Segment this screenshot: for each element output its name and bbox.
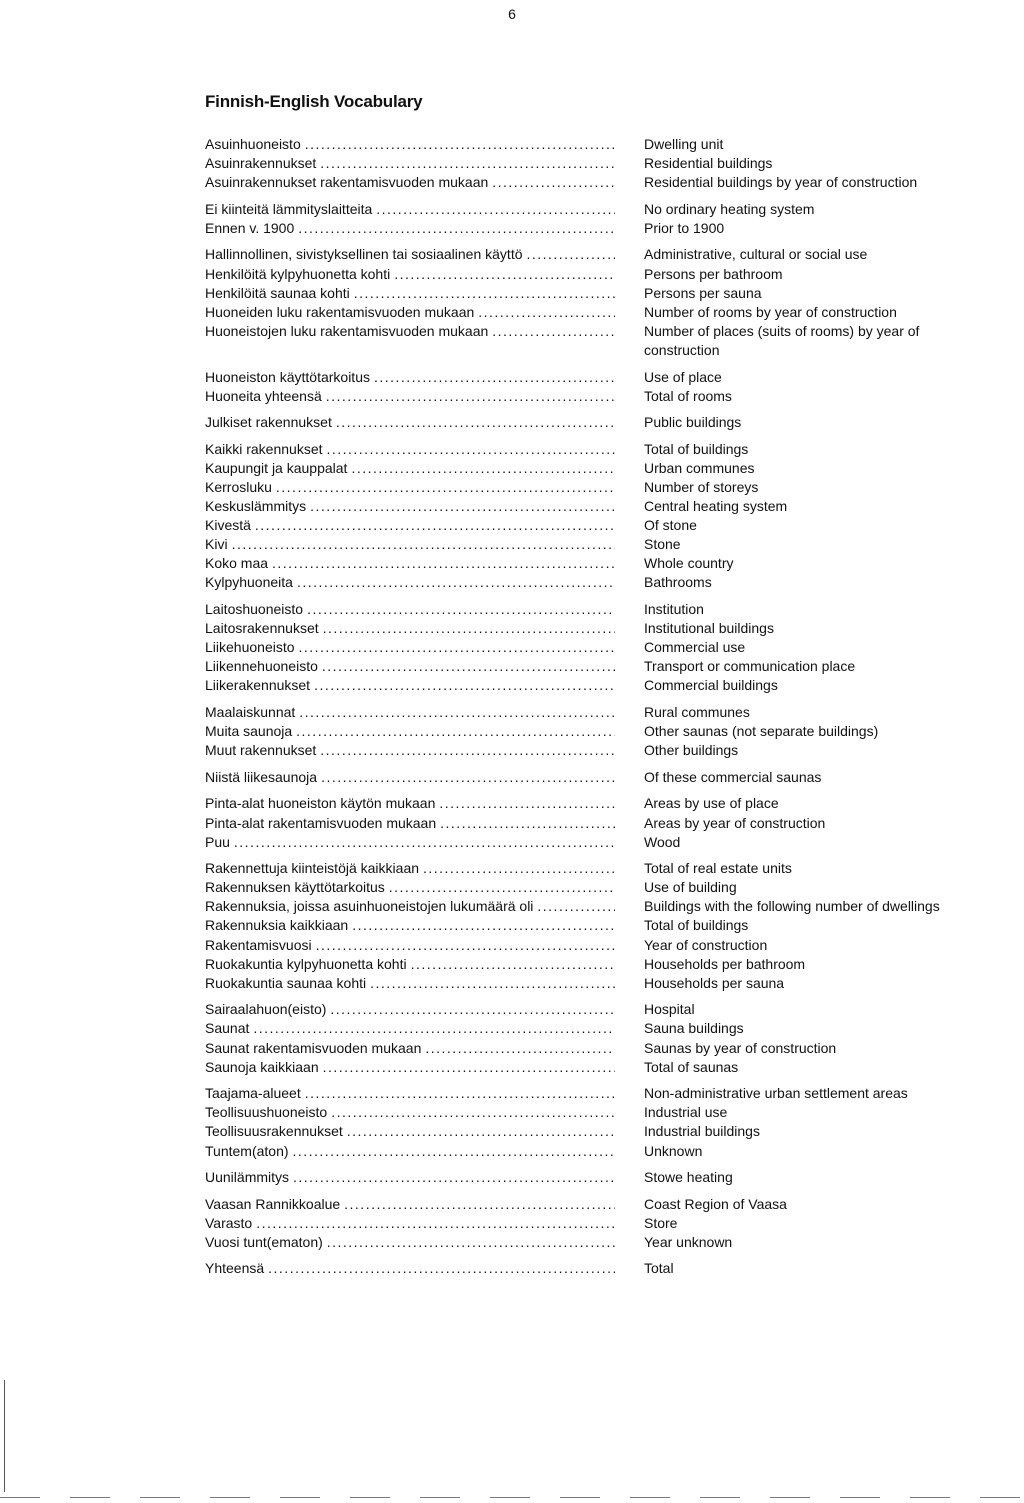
english-translation: Households per sauna bbox=[644, 974, 785, 991]
finnish-term: Henkilöitä kylpyhuonetta kohti bbox=[205, 265, 391, 282]
vocabulary-entry bbox=[205, 284, 985, 303]
vocabulary-group bbox=[205, 794, 985, 851]
vocabulary-entry bbox=[205, 657, 985, 676]
finnish-term: Muut rakennukset bbox=[205, 742, 317, 759]
finnish-term-cell bbox=[205, 638, 615, 657]
leader-dots bbox=[307, 600, 615, 619]
finnish-term-cell bbox=[205, 368, 615, 387]
english-translation: Other saunas (not separate buildings) bbox=[644, 723, 879, 740]
vocabulary-entry bbox=[205, 878, 985, 897]
vocabulary-entry bbox=[205, 1168, 985, 1187]
finnish-term-cell bbox=[205, 173, 615, 192]
leader-dots bbox=[492, 173, 615, 192]
finnish-term-cell bbox=[205, 573, 615, 592]
english-translation: Store bbox=[644, 1214, 678, 1231]
finnish-term-cell bbox=[205, 1122, 615, 1141]
leader-dots bbox=[336, 413, 615, 432]
leader-dots bbox=[492, 322, 615, 341]
finnish-term-cell bbox=[205, 459, 615, 478]
vocabulary-entry bbox=[205, 619, 985, 638]
finnish-term-cell bbox=[205, 387, 615, 406]
vocabulary-group bbox=[205, 200, 985, 238]
english-translation: Other buildings bbox=[644, 742, 739, 759]
leader-dots bbox=[347, 1122, 615, 1141]
finnish-term-cell bbox=[205, 1195, 615, 1214]
finnish-term: Asuinrakennukset bbox=[205, 155, 317, 172]
finnish-term-cell bbox=[205, 1214, 615, 1233]
leader-dots bbox=[276, 478, 615, 497]
english-translation: Institutional buildings bbox=[644, 620, 774, 637]
finnish-term-cell bbox=[205, 554, 615, 573]
finnish-term: Koko maa bbox=[205, 555, 269, 572]
leader-dots bbox=[389, 878, 615, 897]
vocabulary-entry bbox=[205, 676, 985, 695]
finnish-term: Saunat rakentamisvuoden mukaan bbox=[205, 1039, 422, 1056]
footer-line bbox=[0, 1497, 1024, 1498]
finnish-term: Kaikki rakennukset bbox=[205, 440, 323, 457]
finnish-term-cell bbox=[205, 1103, 615, 1122]
finnish-term: Laitoshuoneisto bbox=[205, 601, 304, 618]
finnish-term: Asuinhuoneisto bbox=[205, 136, 301, 152]
english-translation: Total of real estate units bbox=[644, 860, 792, 877]
finnish-term: Tuntem(aton) bbox=[205, 1142, 289, 1159]
finnish-term-cell bbox=[205, 516, 615, 535]
leader-dots bbox=[440, 814, 615, 833]
english-translation: Central heating system bbox=[644, 498, 788, 515]
english-translation: Public buildings bbox=[644, 414, 742, 431]
finnish-term: Vaasan Rannikkoalue bbox=[205, 1195, 341, 1212]
vocabulary-entry bbox=[205, 535, 985, 554]
finnish-term: Huoneiden luku rakentamisvuoden mukaan bbox=[205, 303, 475, 320]
leader-dots bbox=[323, 619, 615, 638]
english-translation: Number of storeys bbox=[644, 479, 759, 495]
english-translation: Persons per sauna bbox=[644, 284, 762, 301]
finnish-term-cell bbox=[205, 200, 615, 219]
vocabulary-entry bbox=[205, 135, 985, 154]
leader-dots bbox=[299, 703, 615, 722]
finnish-term-cell bbox=[205, 833, 615, 852]
finnish-term-cell bbox=[205, 497, 615, 516]
finnish-term-cell bbox=[205, 413, 615, 432]
finnish-term: Vuosi tunt(ematon) bbox=[205, 1233, 323, 1250]
finnish-term: Huoneistojen luku rakentamisvuoden mukaan bbox=[205, 322, 489, 339]
english-translation: Use of place bbox=[644, 368, 722, 385]
vocabulary-entry bbox=[205, 265, 985, 284]
vocabulary-entry bbox=[205, 833, 985, 852]
leader-dots bbox=[370, 974, 615, 993]
leader-dots bbox=[253, 1019, 615, 1038]
finnish-term-cell bbox=[205, 600, 615, 619]
english-translation: Households per bathroom bbox=[644, 955, 806, 972]
finnish-term: Ruokakuntia saunaa kohti bbox=[205, 974, 367, 991]
finnish-term: Huoneiston käyttötarkoitus bbox=[205, 368, 370, 385]
leader-dots bbox=[411, 955, 615, 974]
finnish-term: Ennen v. 1900 bbox=[205, 219, 295, 236]
vocabulary-group bbox=[205, 703, 985, 760]
finnish-term: Rakentamisvuosi bbox=[205, 936, 312, 953]
leader-dots bbox=[374, 368, 615, 387]
leader-dots bbox=[320, 154, 615, 173]
finnish-term-cell bbox=[205, 245, 615, 264]
vocabulary-entry bbox=[205, 1084, 985, 1103]
finnish-term: Asuinrakennukset rakentamisvuoden mukaan bbox=[205, 174, 489, 191]
vocabulary-entry bbox=[205, 859, 985, 878]
vocabulary-entry bbox=[205, 974, 985, 993]
finnish-term: Pinta-alat rakentamisvuoden mukaan bbox=[205, 814, 437, 831]
finnish-term: Teollisuushuoneisto bbox=[205, 1104, 328, 1121]
finnish-term: Henkilöitä saunaa kohti bbox=[205, 284, 350, 301]
vocabulary-group bbox=[205, 1259, 985, 1278]
english-translation: Year unknown bbox=[644, 1233, 733, 1250]
finnish-term: Uunilämmitys bbox=[205, 1169, 290, 1186]
finnish-term-cell bbox=[205, 859, 615, 878]
finnish-term: Liikehuoneisto bbox=[205, 639, 295, 656]
margin-rule bbox=[4, 1380, 5, 1492]
leader-dots bbox=[344, 1195, 615, 1214]
vocabulary-entry bbox=[205, 440, 985, 459]
vocabulary-group bbox=[205, 1168, 985, 1187]
finnish-term-cell bbox=[205, 955, 615, 974]
finnish-term: Teollisuusrakennukset bbox=[205, 1123, 343, 1140]
vocabulary-group bbox=[205, 368, 985, 406]
vocabulary-entry bbox=[205, 554, 985, 573]
leader-dots bbox=[527, 245, 616, 264]
finnish-term-cell bbox=[205, 135, 615, 154]
finnish-term: Muita saunoja bbox=[205, 723, 293, 740]
english-translation: Buildings with the following number of dwellings bbox=[644, 898, 940, 915]
finnish-term: Liikerakennukset bbox=[205, 677, 311, 694]
finnish-term-cell bbox=[205, 768, 615, 787]
vocabulary-entry bbox=[205, 897, 985, 916]
leader-dots bbox=[272, 554, 615, 573]
finnish-term-cell bbox=[205, 265, 615, 284]
vocabulary-entry bbox=[205, 1000, 985, 1019]
finnish-term: Kaupungit ja kauppalat bbox=[205, 459, 348, 476]
finnish-term: Huoneita yhteensä bbox=[205, 387, 322, 404]
leader-dots bbox=[352, 916, 615, 935]
english-translation: Use of building bbox=[644, 879, 737, 896]
vocabulary-entry bbox=[205, 322, 985, 360]
vocabulary-entry bbox=[205, 154, 985, 173]
finnish-term-cell bbox=[205, 478, 615, 497]
vocabulary-entry bbox=[205, 741, 985, 760]
finnish-term-cell bbox=[205, 1233, 615, 1252]
page-number: 6 bbox=[508, 6, 516, 22]
english-translation: Residential buildings by year of construction bbox=[644, 174, 918, 191]
finnish-term-cell bbox=[205, 1259, 615, 1278]
english-translation: Urban communes bbox=[644, 459, 755, 476]
finnish-term: Yhteensä bbox=[205, 1260, 265, 1277]
leader-dots bbox=[305, 1084, 615, 1103]
leader-dots bbox=[439, 794, 615, 813]
english-translation: Rural communes bbox=[644, 704, 750, 721]
finnish-term: Rakennuksen käyttötarkoitus bbox=[205, 879, 385, 896]
finnish-term: Varasto bbox=[205, 1214, 253, 1231]
finnish-term: Liikennehuoneisto bbox=[205, 658, 318, 675]
vocabulary-group bbox=[205, 1000, 985, 1076]
page-title: Finnish-English Vocabulary bbox=[205, 92, 423, 111]
english-translation: No ordinary heating system bbox=[644, 200, 815, 217]
english-translation: Dwelling unit bbox=[644, 136, 724, 152]
vocabulary-entry bbox=[205, 387, 985, 406]
leader-dots bbox=[297, 573, 615, 592]
finnish-term-cell bbox=[205, 303, 615, 322]
finnish-term-cell bbox=[205, 219, 615, 238]
leader-dots bbox=[316, 936, 615, 955]
english-translation: Areas by use of place bbox=[644, 795, 779, 812]
leader-dots bbox=[232, 535, 615, 554]
english-translation: Areas by year of construction bbox=[644, 814, 826, 831]
vocabulary-entry bbox=[205, 916, 985, 935]
leader-dots bbox=[310, 497, 615, 516]
finnish-term: Ei kiinteitä lämmityslaitteita bbox=[205, 200, 373, 217]
leader-dots bbox=[478, 303, 615, 322]
vocabulary-entry bbox=[205, 303, 985, 322]
vocabulary-entry bbox=[205, 703, 985, 722]
vocabulary-entry bbox=[205, 814, 985, 833]
finnish-term: Kerrosluku bbox=[205, 479, 272, 495]
english-translation: Stone bbox=[644, 536, 681, 553]
finnish-term-cell bbox=[205, 878, 615, 897]
english-translation: Prior to 1900 bbox=[644, 219, 725, 236]
leader-dots bbox=[305, 135, 615, 154]
finnish-term-cell bbox=[205, 322, 615, 341]
finnish-term: Taajama-alueet bbox=[205, 1085, 301, 1102]
finnish-term: Rakennuksia kaikkiaan bbox=[205, 917, 349, 934]
vocabulary-entry bbox=[205, 955, 985, 974]
english-translation: Total of buildings bbox=[644, 917, 749, 934]
vocabulary-entry bbox=[205, 768, 985, 787]
finnish-term: Rakennuksia, joissa asuinhuoneistojen lukumäärä oli bbox=[205, 898, 534, 915]
leader-dots bbox=[314, 676, 615, 695]
finnish-term-cell bbox=[205, 936, 615, 955]
finnish-term-cell bbox=[205, 722, 615, 741]
leader-dots bbox=[322, 657, 615, 676]
vocabulary-group bbox=[205, 135, 985, 192]
vocabulary-entry bbox=[205, 1233, 985, 1252]
leader-dots bbox=[354, 284, 615, 303]
english-translation: Industrial buildings bbox=[644, 1123, 760, 1140]
finnish-term-cell bbox=[205, 1168, 615, 1187]
finnish-term-cell bbox=[205, 794, 615, 813]
leader-dots bbox=[323, 1058, 615, 1077]
leader-dots bbox=[321, 768, 615, 787]
leader-dots bbox=[376, 200, 615, 219]
english-translation: Unknown bbox=[644, 1142, 703, 1159]
finnish-term: Puu bbox=[205, 833, 230, 850]
finnish-term-cell bbox=[205, 1058, 615, 1077]
english-translation: Number of places (suits of rooms) by year of construction bbox=[644, 322, 920, 358]
english-translation: Total of rooms bbox=[644, 387, 732, 404]
vocabulary-entry bbox=[205, 1103, 985, 1122]
vocabulary-entry bbox=[205, 722, 985, 741]
finnish-term-cell bbox=[205, 1039, 615, 1058]
finnish-term-cell bbox=[205, 1084, 615, 1103]
vocabulary-entry bbox=[205, 1142, 985, 1161]
english-translation: Bathrooms bbox=[644, 574, 712, 591]
english-translation: Administrative, cultural or social use bbox=[644, 246, 868, 263]
finnish-term-cell bbox=[205, 814, 615, 833]
vocabulary-entry bbox=[205, 936, 985, 955]
finnish-term: Rakennettuja kiinteistöjä kaikkiaan bbox=[205, 860, 420, 877]
leader-dots bbox=[423, 859, 615, 878]
finnish-term-cell bbox=[205, 1019, 615, 1038]
vocabulary-group bbox=[205, 600, 985, 695]
finnish-term: Maalaiskunnat bbox=[205, 704, 296, 721]
english-translation: Wood bbox=[644, 833, 681, 850]
finnish-term-cell bbox=[205, 916, 615, 935]
finnish-term-cell bbox=[205, 676, 615, 695]
vocabulary-group bbox=[205, 413, 985, 432]
finnish-term-cell bbox=[205, 897, 615, 916]
leader-dots bbox=[293, 1168, 615, 1187]
finnish-term-cell bbox=[205, 703, 615, 722]
leader-dots bbox=[327, 440, 615, 459]
finnish-term: Kivestä bbox=[205, 517, 251, 534]
english-translation: Non-administrative urban settlement areas bbox=[644, 1085, 908, 1102]
english-translation: Transport or communication place bbox=[644, 658, 856, 675]
vocabulary-entry bbox=[205, 413, 985, 432]
english-translation: Industrial use bbox=[644, 1104, 728, 1121]
english-translation: Stowe heating bbox=[644, 1169, 733, 1186]
vocabulary-entry bbox=[205, 459, 985, 478]
leader-dots bbox=[293, 1142, 615, 1161]
english-translation: Saunas by year of construction bbox=[644, 1039, 837, 1056]
leader-dots bbox=[234, 833, 615, 852]
finnish-term: Ruokakuntia kylpyhuonetta kohti bbox=[205, 955, 407, 972]
english-translation: Total of buildings bbox=[644, 440, 749, 457]
finnish-term: Saunoja kaikkiaan bbox=[205, 1058, 319, 1075]
leader-dots bbox=[256, 1214, 615, 1233]
vocabulary-entry bbox=[205, 200, 985, 219]
vocabulary-group bbox=[205, 859, 985, 993]
vocabulary-entry bbox=[205, 794, 985, 813]
vocabulary-group bbox=[205, 245, 985, 360]
leader-dots bbox=[298, 219, 615, 238]
english-translation: Residential buildings bbox=[644, 155, 773, 172]
english-translation: Commercial buildings bbox=[644, 677, 778, 694]
english-translation: Commercial use bbox=[644, 639, 746, 656]
vocabulary-entry bbox=[205, 1195, 985, 1214]
leader-dots bbox=[331, 1103, 615, 1122]
leader-dots bbox=[537, 897, 615, 916]
finnish-term: Niistä liikesaunoja bbox=[205, 768, 318, 785]
english-translation: Number of rooms by year of construction bbox=[644, 303, 897, 320]
vocabulary-entry bbox=[205, 638, 985, 657]
leader-dots bbox=[268, 1259, 615, 1278]
finnish-term: Keskuslämmitys bbox=[205, 498, 307, 515]
english-translation: Total bbox=[644, 1260, 674, 1277]
leader-dots bbox=[351, 459, 615, 478]
finnish-term: Pinta-alat huoneiston käytön mukaan bbox=[205, 795, 436, 812]
vocabulary-entry bbox=[205, 478, 985, 497]
finnish-term: Laitosrakennukset bbox=[205, 620, 319, 637]
vocabulary-group bbox=[205, 1084, 985, 1160]
leader-dots bbox=[327, 1233, 615, 1252]
vocabulary-entry bbox=[205, 1019, 985, 1038]
vocabulary-entry bbox=[205, 1122, 985, 1141]
finnish-term-cell bbox=[205, 535, 615, 554]
english-translation: Persons per bathroom bbox=[644, 265, 783, 282]
vocabulary-group bbox=[205, 440, 985, 593]
vocabulary-entry bbox=[205, 245, 985, 264]
vocabulary-entry bbox=[205, 573, 985, 592]
vocabulary-entry bbox=[205, 1214, 985, 1233]
vocabulary-entry bbox=[205, 1259, 985, 1278]
finnish-term-cell bbox=[205, 1000, 615, 1019]
vocabulary-entry bbox=[205, 1039, 985, 1058]
english-translation: Sauna buildings bbox=[644, 1020, 744, 1037]
vocabulary-group bbox=[205, 768, 985, 787]
finnish-term: Kylpyhuoneita bbox=[205, 574, 293, 591]
leader-dots bbox=[326, 387, 615, 406]
vocabulary-entry bbox=[205, 368, 985, 387]
vocabulary-entry bbox=[205, 1058, 985, 1077]
leader-dots bbox=[296, 722, 615, 741]
vocabulary-entry bbox=[205, 173, 985, 192]
english-translation: Whole country bbox=[644, 555, 734, 572]
finnish-term-cell bbox=[205, 1142, 615, 1161]
finnish-term: Saunat bbox=[205, 1020, 250, 1037]
finnish-term-cell bbox=[205, 154, 615, 173]
english-translation: Hospital bbox=[644, 1001, 695, 1018]
english-translation: Institution bbox=[644, 601, 704, 618]
leader-dots bbox=[320, 741, 615, 760]
leader-dots bbox=[425, 1039, 615, 1058]
english-translation: Total of saunas bbox=[644, 1058, 739, 1075]
english-translation: Year of construction bbox=[644, 936, 768, 953]
vocabulary-entry bbox=[205, 516, 985, 535]
finnish-term-cell bbox=[205, 741, 615, 760]
vocabulary-list bbox=[205, 135, 985, 1286]
english-translation: Of these commercial saunas bbox=[644, 768, 822, 785]
vocabulary-entry bbox=[205, 219, 985, 238]
finnish-term-cell bbox=[205, 284, 615, 303]
finnish-term: Sairaalahuon(eisto) bbox=[205, 1001, 327, 1018]
leader-dots bbox=[255, 516, 615, 535]
leader-dots bbox=[299, 638, 615, 657]
finnish-term-cell bbox=[205, 657, 615, 676]
finnish-term-cell bbox=[205, 440, 615, 459]
finnish-term: Julkiset rakennukset bbox=[205, 414, 332, 431]
english-translation: Coast Region of Vaasa bbox=[644, 1195, 787, 1212]
vocabulary-entry bbox=[205, 497, 985, 516]
finnish-term: Hallinnollinen, sivistyksellinen tai sosiaalinen käyttö bbox=[205, 246, 523, 263]
leader-dots bbox=[394, 265, 615, 284]
finnish-term-cell bbox=[205, 974, 615, 993]
english-translation: Of stone bbox=[644, 517, 697, 534]
finnish-term-cell bbox=[205, 619, 615, 638]
vocabulary-group bbox=[205, 1195, 985, 1252]
vocabulary-entry bbox=[205, 600, 985, 619]
finnish-term: Kivi bbox=[205, 536, 228, 553]
leader-dots bbox=[330, 1000, 615, 1019]
